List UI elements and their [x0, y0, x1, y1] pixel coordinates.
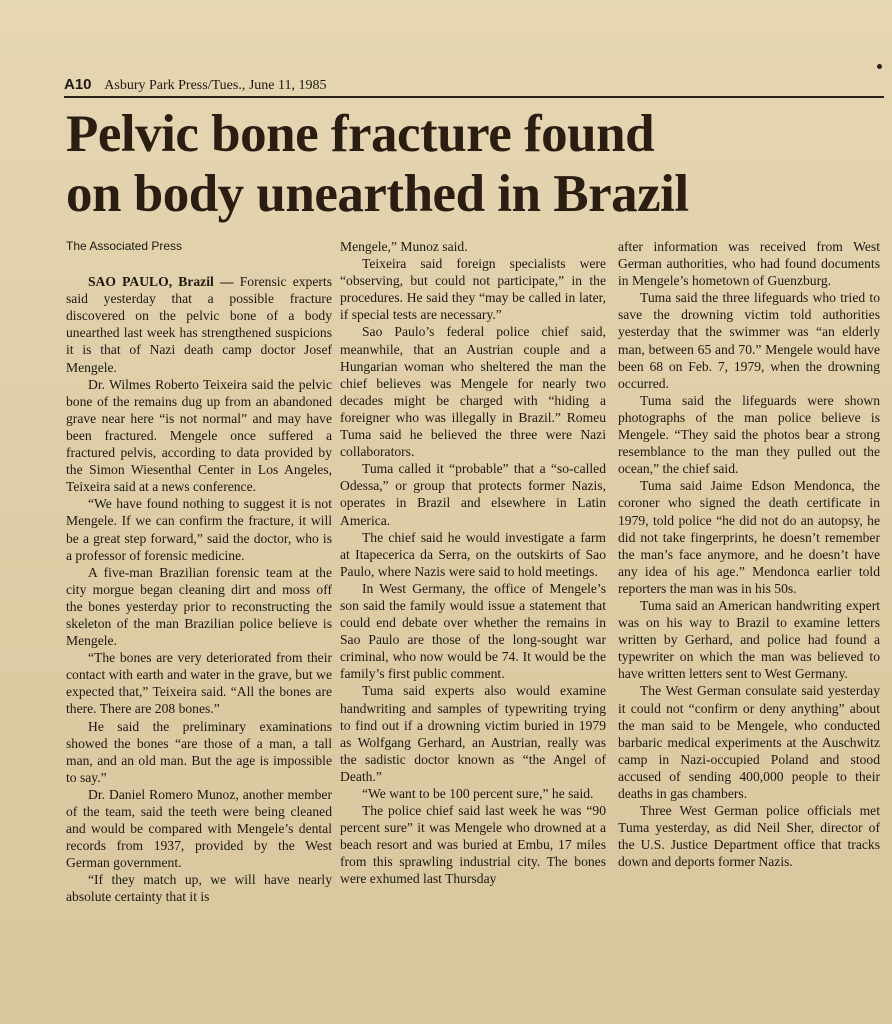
headline-line-1: Pelvic bone fracture found [66, 105, 655, 163]
headline [66, 104, 866, 224]
article-column-3 [618, 238, 880, 870]
paragraph: Tuma said Jaime Edson Mendonca, the coroner who signed the death certificate in 1979, told police “he did not do an autopsy, he did not take fingerprints, he doesn’t remember the man’s face anymore, and he doesn’t have any idea of his age.” Mendonca earlier told reporters the man was in his 50s. [618, 478, 880, 596]
dateline [64, 76, 884, 98]
ink-speck [877, 64, 882, 69]
lead-place: SAO PAULO, Brazil — [88, 274, 234, 290]
publication-date: Asbury Park Press/Tues., June 11, 1985 [104, 78, 327, 93]
paragraph: In West Germany, the office of Mengele’s son said the family would issue a statement that could end debate over whether the remains in Sao Paulo are those of the long-sought war criminal, who now would be 74. It would be the family’s first public comment. [340, 580, 606, 682]
paragraph: “If they match up, we will have nearly absolute certainty that it is [66, 872, 332, 905]
paragraph: Tuma said an American handwriting expert was on his way to Brazil to examine letters written by Gerhard, and police had found a typewriter on which the man was believed to have written letters sent to West Germany. [618, 597, 880, 682]
paragraph: A five-man Brazilian forensic team at the city morgue began cleaning dirt and moss off the bones yesterday prior to reconstructing the skeleton of the man Brazilian police believe is Mengele. [66, 564, 332, 649]
paragraph-continued: after information was received from West German authorities, who had found documents in Mengele’s hometown of Guenzburg. [618, 239, 880, 289]
paragraph: Dr. Daniel Romero Munoz, another member of the team, said the teeth were being cleaned and would be compared with Mengele’s dental records from 1937, provided by the West German government. [66, 786, 332, 871]
byline: The Associated Press [66, 239, 183, 253]
paragraph-continued: Mengele,” Munoz said. [340, 239, 468, 254]
headline-line-2: on body unearthed in Brazil [66, 165, 689, 223]
article-column-1 [66, 238, 332, 906]
lead-text: Forensic experts said yesterday that a possible fracture discovered on the pelvic bone of a body unearthed last week has strengthened suspicions it is that of Nazi death camp doctor Josef Mengele. [66, 274, 332, 375]
paragraph: “The bones are very deteriorated from their contact with earth and water in the grave, but we expected that,” Teixeira said. “All the bones are there. There are 208 bones.” [66, 650, 332, 717]
paragraph: Tuma said the three lifeguards who tried to save the drowning victim told authorities yesterday that the swimmer was “an elderly man, between 65 and 70.” Mengele would have been 68 on Feb. 7, 1979, when the drowning occurred. [618, 290, 880, 391]
paragraph: “We want to be 100 percent sure,” he said. [362, 786, 594, 801]
paragraph: The West German consulate said yesterday it could not “confirm or deny anything” about the man said to be Mengele, who conducted barbaric medical experiments at the Auschwitz camp in Nazi-occupied Poland and stood accused of sending 400,000 people to their deaths in gas chambers. [618, 683, 880, 801]
paragraph: Dr. Wilmes Roberto Teixeira said the pelvic bone of the remains dug up from an abandoned grave near here “is not normal” and may have been fractured. Mengele once suffered a fractured pelvis, according to data provided by the Simon Wiesenthal Center in Los Angeles, Teixeira said at a news conference. [66, 376, 332, 495]
paragraph: Three West German police officials met Tuma yesterday, as did Neil Sher, director of the U.S. Justice Department office that tracks down and deports former Nazis. [618, 803, 880, 870]
paragraph: Tuma called it “probable” that a “so-called Odessa,” or group that protects former Nazis, operates in Brazil and elsewhere in Latin America. [340, 461, 606, 528]
article-column-2 [340, 238, 606, 888]
paragraph: Tuma said the lifeguards were shown photographs of the man police believe is Mengele. “They said the photos bear a strong resemblance to the man they pulled out the ocean,” the chief said. [618, 392, 880, 477]
paragraph: He said the preliminary examinations showed the bones “are those of a man, a tall man, and an old man. But the age is impossible to say.” [66, 718, 332, 785]
paragraph: The chief said he would investigate a farm at Itapecerica da Serra, on the outskirts of Sao Paulo, where Nazis were said to hold meetings. [340, 529, 606, 579]
paragraph: Sao Paulo’s federal police chief said, meanwhile, that an Austrian couple and a Hungarian woman who sheltered the man the chief believes was Mengele for nearly two decades might be charged with “hiding a foreigner who was illegally in Brazil.” Romeu Tuma said he believed the three were Nazi collaborators. [340, 324, 606, 460]
paragraph: Teixeira said foreign specialists were “observing, but could not participate,” in the procedures. He said they “may be called in later, if special tests are necessary.” [340, 256, 606, 323]
paragraph: Tuma said experts also would examine handwriting and samples of typewriting trying to find out if a drowning victim buried in 1979 as Wolfgang Gerhard, an Austrian, really was the sadistic doctor known as “the Angel of Death.” [340, 683, 606, 784]
paragraph: “We have found nothing to suggest it is not Mengele. If we can confirm the fracture, it will be a great step forward,” said the doctor, who is a professor of forensic medicine. [66, 496, 332, 563]
lead-paragraph [66, 273, 332, 376]
page-number: A10 [64, 76, 92, 93]
paragraph: The police chief said last week he was “90 percent sure” it was Mengele who drowned at a beach resort and was buried at Embu, 17 miles from this sprawling industrial city. The bones were exhumed last Thursday [340, 803, 606, 887]
